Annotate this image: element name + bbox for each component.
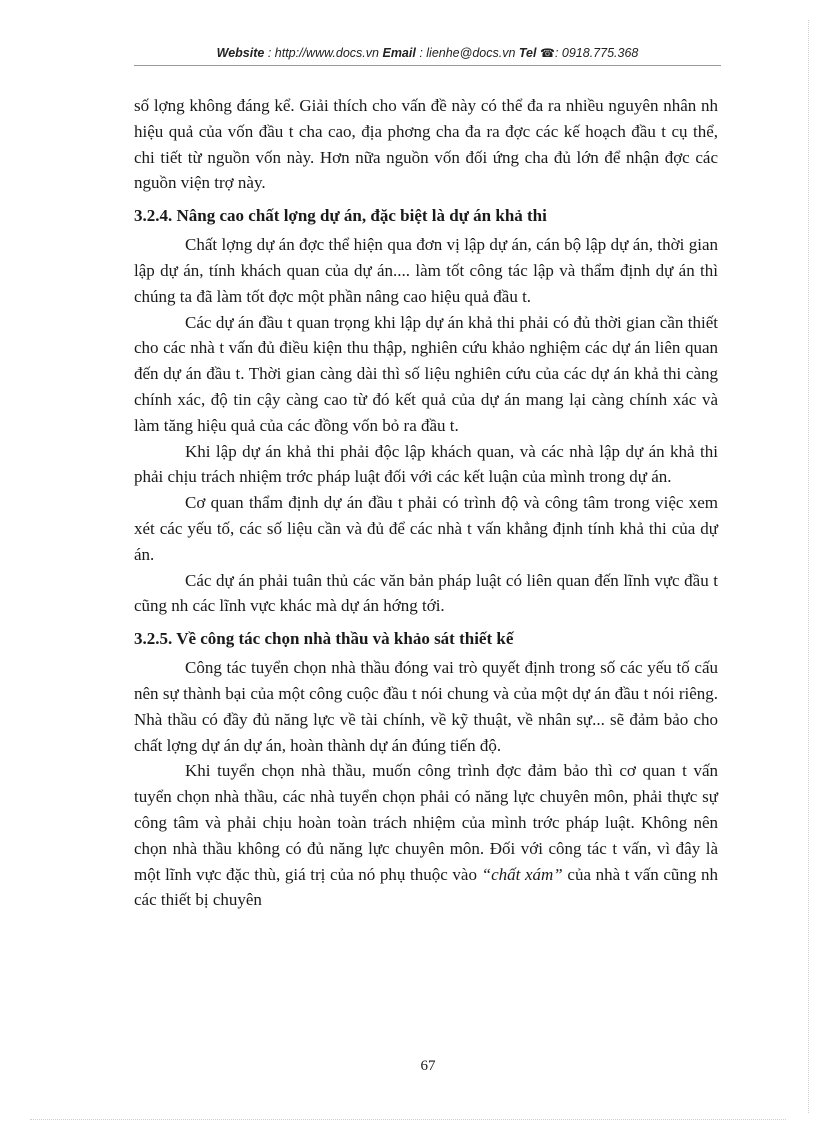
email-label: Email (382, 46, 416, 60)
tel-label: Tel (518, 46, 537, 60)
paragraph: Cơ quan thẩm định dự án đầu t phải có trình độ và công tâm trong việc xem xét các yếu tố, các số liệu cần và đủ để các nhà t vấn khẳng định tính khả thi của dự án. (134, 493, 718, 564)
paragraph-text: Khi tuyển chọn nhà thầu, muốn công trình đợc đảm bảo thì cơ quan t vấn tuyển chọn nhà thầu, các nhà tuyển chọn phải có năng lực chuyên môn, phải thực sự công tâm và phải chịu hoàn toàn trách nhiệm của mình trớc pháp luật. Không nên chọn nhà thầu không có đủ năng lực chuyên môn. Đối với công tác t vấn, vì đây là một lĩnh vực đặc thù, giá trị của nó phụ thuộc vào (134, 761, 718, 884)
page-number: 67 (420, 1058, 436, 1074)
quoted-term: “chất xám” (481, 864, 563, 884)
website-value[interactable]: : http://www.docs.vn (267, 46, 379, 60)
section-heading-3-2-5: 3.2.5. Về công tác chọn nhà thầu và khảo sát thiết kế (134, 629, 514, 649)
header-divider (134, 65, 721, 66)
paragraph-continuation: số lợng không đáng kể. Giải thích cho vấn đề này có thể đa ra nhiều nguyên nhân nh hiệu quả của vốn đầu t cha cao, địa phơng cha đa ra đợc các kế hoạch đầu t cụ thể, chi tiết từ nguồn vốn này. Hơn nữa nguồn vốn đối ứng cha đủ lớn để nhận đợc các nguồn viện trợ này. (134, 96, 718, 193)
paragraph: Các dự án đầu t quan trọng khi lập dự án khả thi phải có đủ thời gian cần thiết cho các nhà t vấn đủ điều kiện thu thập, nghiên cứu khảo nghiệm các dự án liên quan đến dự án đầu t. Thời gian càng dài thì số liệu nghiên cứu của các dự án khả thi càng chính xác, độ tin cậy càng cao từ đó kết quả của dự án mang lại càng chính xác và làm tăng hiệu quả của các đồng vốn bỏ ra đầu t. (134, 312, 718, 435)
website-label: Website (216, 46, 265, 60)
paragraph: Khi lập dự án khả thi phải độc lập khách quan, và các nhà lập dự án khả thi phải chịu trách nhiệm trớc pháp luật đối với các kết luận của mình trong dự án. (134, 441, 718, 487)
paragraph (134, 758, 718, 913)
page-right-border (808, 20, 809, 1113)
page-header (134, 46, 721, 60)
paragraph-text-end: của nhà t vấn cũng nh các thiết bị chuyên (134, 864, 719, 910)
email-value[interactable]: : lienhe@docs.vn (419, 46, 516, 60)
paragraph: Chất lợng dự án đợc thể hiện qua đơn vị lập dự án, cán bộ lập dự án, thời gian lập dự án, tính khách quan của dự án.... làm tốt công tác lập và thẩm định dự án thì chúng ta đã làm tốt đợc một phần nâng cao hiệu quả đầu t. (134, 235, 718, 306)
phone-icon: ☎ (539, 46, 555, 60)
paragraph: Các dự án phải tuân thủ các văn bản pháp luật có liên quan đến lĩnh vực đầu t cũng nh các lĩnh vực khác mà dự án hớng tới. (134, 570, 718, 616)
page-bottom-border (30, 1119, 786, 1120)
tel-value: : 0918.775.368 (554, 46, 639, 60)
section-heading-3-2-4: 3.2.4. Nâng cao chất lợng dự án, đặc biệt là dự án khả thi (134, 206, 547, 226)
document-body (134, 93, 718, 913)
paragraph: Công tác tuyển chọn nhà thầu đóng vai trò quyết định trong số các yếu tố cấu nên sự thành bại của một công cuộc đầu t nói chung và của một dự án đầu t nói riêng. Nhà thầu có đầy đủ năng lực về tài chính, về kỹ thuật, về nhân sự... sẽ đảm bảo cho chất lợng dự án dự án, hoàn thành dự án đúng tiến độ. (134, 658, 718, 755)
